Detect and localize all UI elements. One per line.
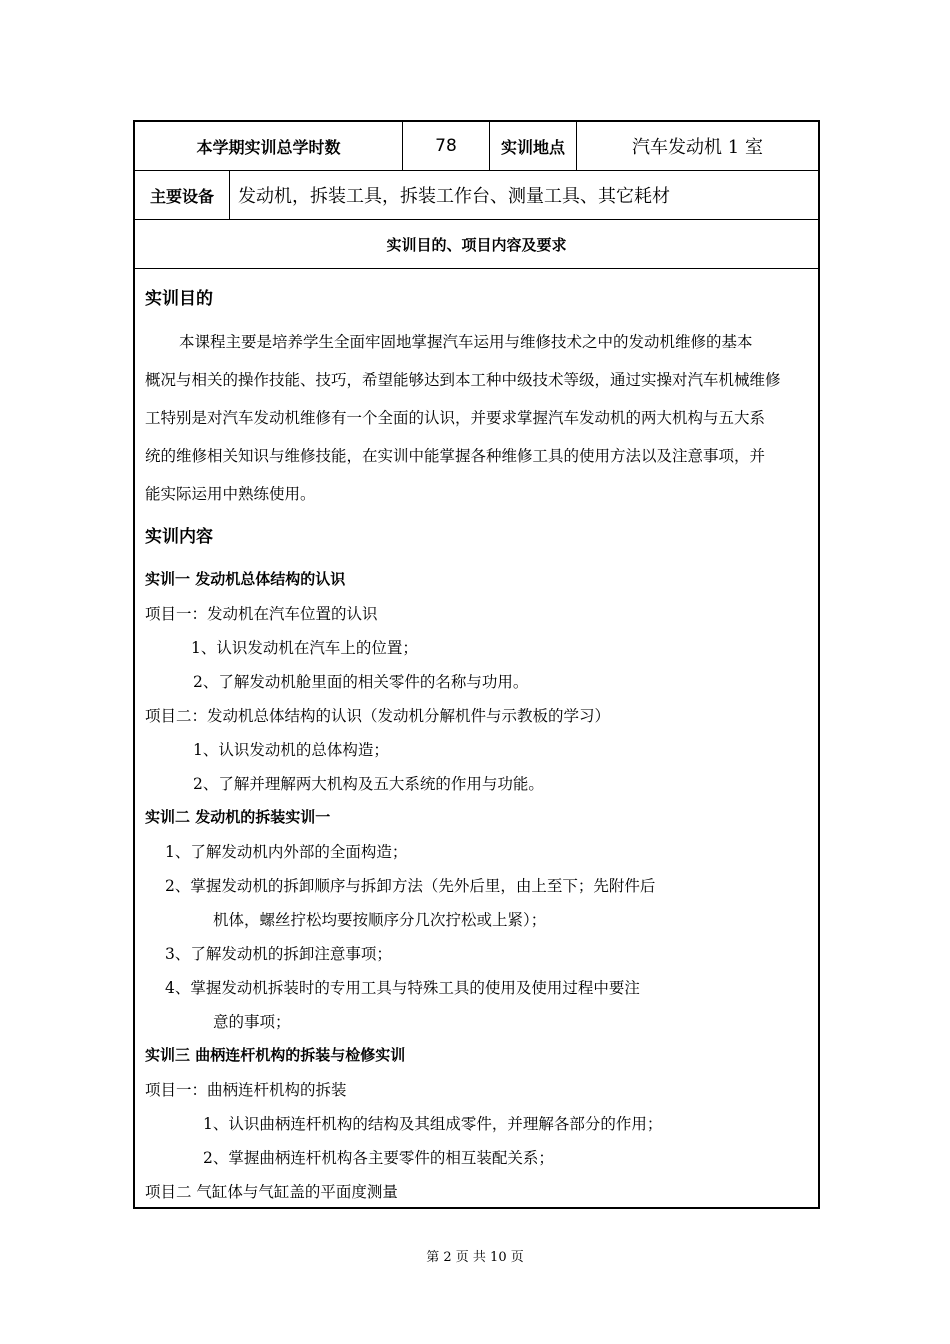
list-item: 1、认识发动机的总体构造；	[193, 741, 389, 759]
purpose-line: 本课程主要是培养学生全面牢固地掌握汽车运用与维修技术之中的发动机维修的基本	[179, 333, 753, 351]
location-value: 汽车发动机 1 室	[632, 137, 763, 158]
list-item-continued: 机体，螺丝拧松均要按顺序分几次拧松或上紧）；	[213, 911, 547, 929]
purpose-line: 概况与相关的操作技能、技巧，希望能够达到本工种中级技术等级，通过实操对汽车机械维修	[145, 371, 781, 389]
col-divider	[229, 170, 230, 219]
list-item: 4、掌握发动机拆装时的专用工具与特殊工具的使用及使用过程中要注	[165, 979, 640, 997]
row-divider	[135, 268, 818, 269]
total-hours-value: 78	[435, 136, 457, 156]
purpose-line: 工特别是对汽车发动机维修有一个全面的认识，并要求掌握汽车发动机的两大机构与五大系	[145, 409, 766, 427]
location-label: 实训地点	[500, 137, 565, 157]
project-title: 项目一：曲柄连杆机构的拆装	[145, 1081, 347, 1099]
list-item: 1、认识发动机在汽车上的位置；	[191, 639, 418, 657]
training-3-title: 实训三 曲柄连杆机构的拆装与检修实训	[145, 1046, 406, 1064]
page-footer: 第 2 页 共 10 页	[426, 1250, 524, 1265]
content-title: 实训内容	[145, 527, 213, 547]
list-item: 1、了解发动机内外部的全面构造；	[165, 843, 408, 861]
total-hours-label: 本学期实训总学时数	[196, 137, 341, 157]
list-item: 1、认识曲柄连杆机构的结构及其组成零件，并理解各部分的作用；	[203, 1115, 663, 1133]
list-item: 3、了解发动机的拆卸注意事项；	[165, 945, 392, 963]
training-1-title: 实训一 发动机总体结构的认识	[145, 570, 346, 588]
list-item: 2、了解发动机舱里面的相关零件的名称与功用。	[193, 673, 529, 691]
list-item: 2、了解并理解两大机构及五大系统的作用与功能。	[193, 775, 544, 793]
list-item: 2、掌握曲柄连杆机构各主要零件的相互装配关系；	[203, 1149, 554, 1167]
equipment-value: 发动机，拆装工具，拆装工作台、测量工具、其它耗材	[238, 186, 670, 207]
section-header: 实训目的、项目内容及要求	[386, 235, 567, 254]
purpose-title: 实训目的	[145, 289, 213, 309]
equipment-label: 主要设备	[149, 186, 214, 206]
list-item: 2、掌握发动机的拆卸顺序与拆卸方法（先外后里，由上至下；先附件后	[165, 877, 656, 895]
purpose-line: 统的维修相关知识与维修技能，在实训中能掌握各种维修工具的使用方法以及注意事项，并	[145, 447, 766, 465]
purpose-line: 能实际运用中熟练使用。	[145, 485, 316, 503]
project-title: 项目一：发动机在汽车位置的认识	[145, 605, 378, 623]
project-title: 项目二 气缸体与气缸盖的平面度测量	[145, 1183, 398, 1201]
project-title: 项目二：发动机总体结构的认识（发动机分解机件与示教板的学习）	[145, 707, 611, 725]
course-table	[133, 120, 820, 1209]
training-2-title: 实训二 发动机的拆装实训一	[145, 808, 331, 826]
list-item-continued: 意的事项；	[213, 1013, 291, 1031]
